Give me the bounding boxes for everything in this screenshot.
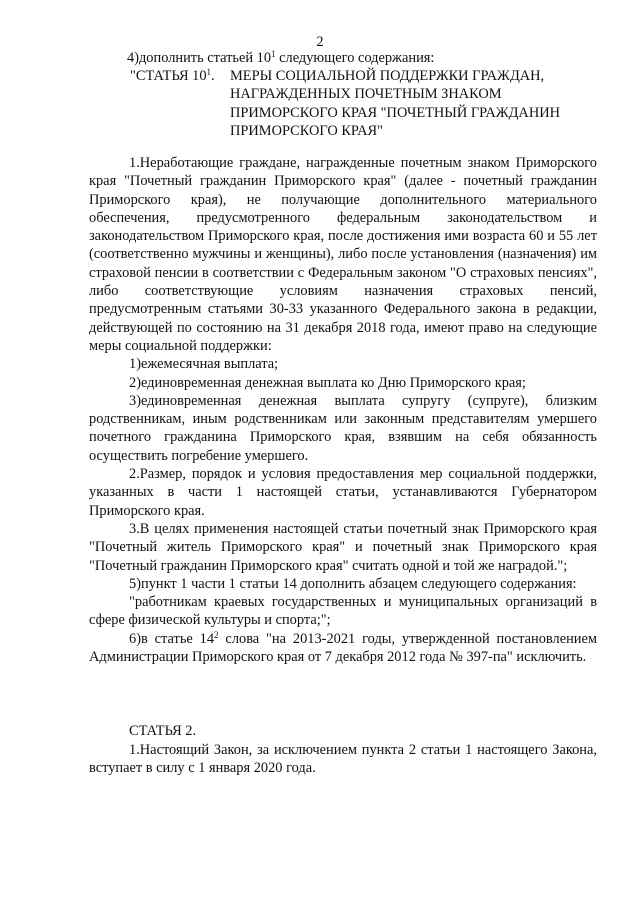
paragraph-part-1: 1.Неработающие граждане, награжденные почетным знаком Приморского края "Почетный гражданин Приморского края" (далее - почетный гражданин Приморского края), не получающие дополнительного материального обеспечения, предусмотренного федеральным законодательством и законодательством Приморского края, после достижения ими возраста 60 и 55 лет (соответственно мужчины и женщины), либо после установления (назначения) им страховой пенсии в соответствии с Федеральным законом "О страховых пенсиях", либо соответствующие условиям назначения страховых пенсий, предусмотренным статьями 30-33 указанного Федерального закона в редакции, действующей по состоянию на 31 декабря 2018 года, имеют право на следующие меры социальной поддержки: [89, 155, 597, 354]
amendment-item-5-quote: "работникам краевых государственных и муниципальных организаций в сфере физической культуры и спорта;"; [89, 594, 597, 629]
amendment-item-4: 4)дополнить статьей $10^1$ следующего содержания: [127, 49, 435, 66]
article-2-body [89, 741, 597, 778]
article-2-heading: СТАТЬЯ 2. [129, 723, 197, 739]
article-title-line: НАГРАЖДЕННЫХ ПОЧЕТНЫМ ЗНАКОМ [230, 86, 502, 103]
amendment-item-5: 5)пункт 1 части 1 статьи 14 дополнить абзацем следующего содержания: [129, 575, 577, 592]
article-label: "СТАТЬЯ $10^1$. [130, 67, 215, 84]
article-title-line: ПРИМОРСКОГО КРАЯ" [230, 122, 383, 139]
subitem-3: 3)единовременная денежная выплата супругу (супруге), близким родственникам, иным родственникам или законным представителям умершего почетного гражданина Приморского края, взявшим на себя обязанность осуществить погребение умершего. [89, 392, 597, 464]
article-title-line: МЕРЫ СОЦИАЛЬНОЙ ПОДДЕРЖКИ ГРАЖДАН, [230, 68, 545, 84]
subitem-2: 2)единовременная денежная выплата ко Дню Приморского края; [129, 374, 526, 391]
paragraph-part-3: 3.В целях применения настоящей статьи почетный знак Приморского края "Почетный житель Приморского края" и почетный знак Приморского края "Почетный гражданин Приморского края" считать одной и той же наградой."; [89, 520, 597, 574]
subitem-1: 1)ежемесячная выплата; [129, 356, 279, 373]
article-title-line: ПРИМОРСКОГО КРАЯ "ПОЧЕТНЫЙ ГРАЖДАНИН [230, 104, 561, 121]
page-number: 2 [316, 34, 324, 50]
article-body [89, 154, 597, 666]
paragraph-part-2: 2.Размер, порядок и условия предоставления мер социальной поддержки, указанных в части 1 настоящей статьи, устанавливаются Губернатором Приморского края. [89, 466, 597, 519]
amendment-item-6: 6)в статье $14^2$ слова "на 2013-2021 годы, утвержденной постановлением Администрации Приморского края от 7 декабря 2012 года № 397-па" исключить. [89, 629, 597, 666]
article-title [230, 67, 610, 140]
article-2-paragraph-1: 1.Настоящий Закон, за исключением пункта 2 статьи 1 настоящего Закона, вступает в силу с 1 января 2020 года. [89, 742, 597, 777]
